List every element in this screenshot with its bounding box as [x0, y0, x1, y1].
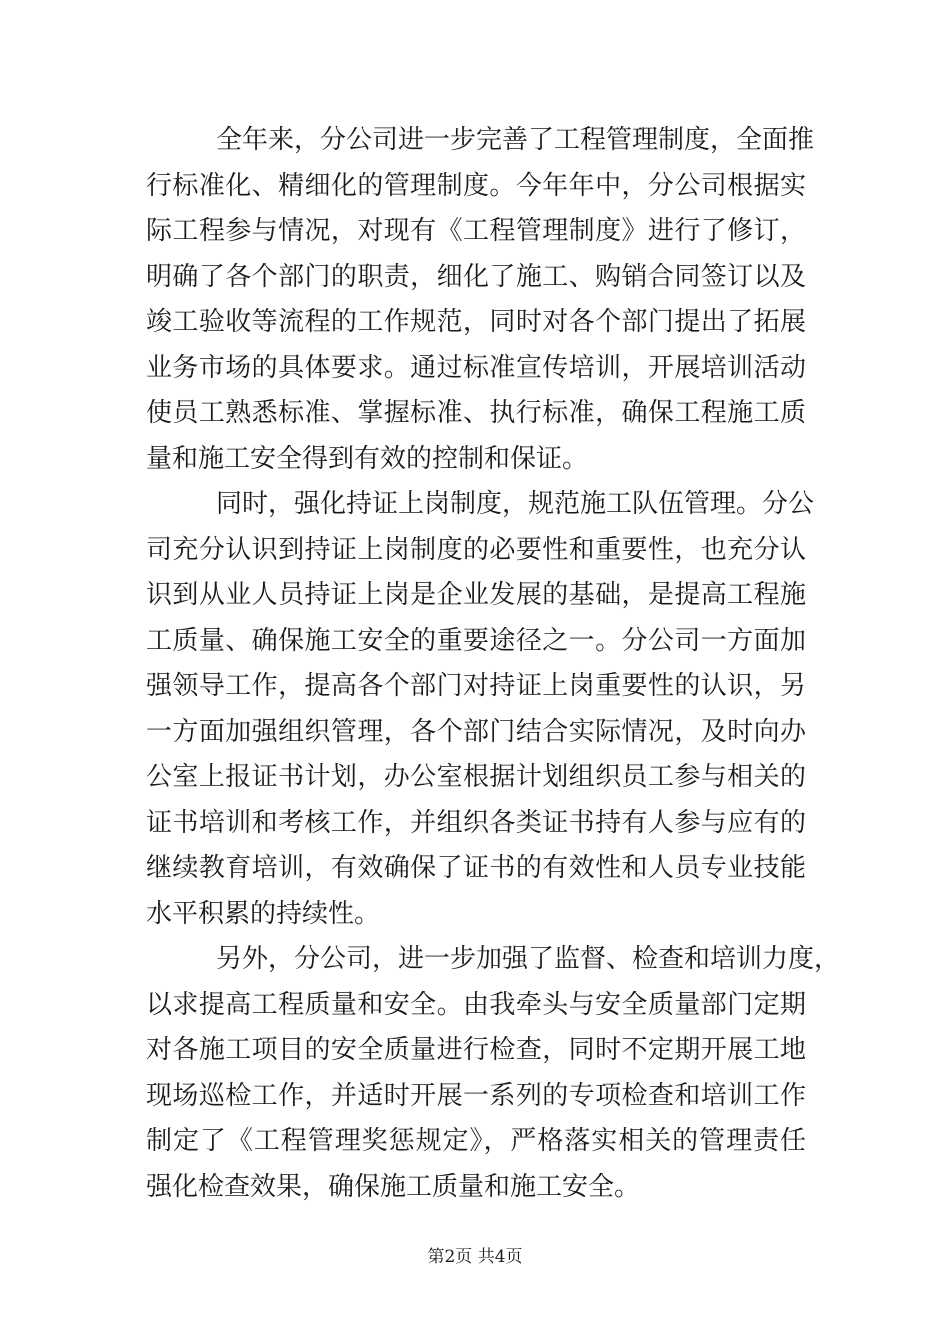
text-line: 证书培训和考核工作，并组织各类证书持有人参与应有的: [146, 807, 806, 838]
text-line: 司充分认识到持证上岗制度的必要性和重要性，也充分认: [146, 534, 806, 565]
text-line: 现场巡检工作，并适时开展一系列的专项检查和培训工作: [146, 1080, 806, 1111]
text-line: 对各施工项目的安全质量进行检查，同时不定期开展工地: [146, 1035, 806, 1065]
paragraph: [146, 118, 815, 482]
paragraph: [146, 482, 815, 937]
text-line: 另外，分公司，进一步加强了监督、检查和培训力度，: [216, 944, 841, 974]
text-line: 强化检查效果，确保施工质量和施工安全。: [146, 1171, 641, 1202]
text-line: 使员工熟悉标准、掌握标准、执行标准，确保工程施工质: [146, 398, 806, 428]
text-line: 业务市场的具体要求。通过标准宣传培训，开展培训活动: [146, 352, 806, 383]
text-line: 水平积累的持续性。: [146, 898, 381, 929]
text-line: 一方面加强组织管理，各个部门结合实际情况，及时向办: [146, 716, 806, 747]
text-line: 继续教育培训，有效确保了证书的有效性和人员专业技能: [146, 853, 806, 883]
text-line: 识到从业人员持证上岗是企业发展的基础，是提高工程施: [146, 580, 806, 610]
text-line: 以求提高工程质量和安全。由我牵头与安全质量部门定期: [146, 989, 806, 1020]
text-line: 际工程参与情况，对现有《工程管理制度》进行了修订，: [146, 216, 806, 246]
text-line: 工质量、确保施工安全的重要途径之一。分公司一方面加: [146, 625, 806, 656]
text-line: 行标准化、精细化的管理制度。今年年中，分公司根据实: [146, 170, 806, 201]
text-line: 全年来，分公司进一步完善了工程管理制度，全面推: [216, 125, 815, 155]
text-line: 竣工验收等流程的工作规范，同时对各个部门提出了拓展: [146, 307, 806, 337]
text-line: 强领导工作，提高各个部门对持证上岗重要性的认识，另: [146, 671, 806, 701]
text-line: 明确了各个部门的职责，细化了施工、购销合同签订以及: [146, 261, 806, 292]
text-line: 量和施工安全得到有效的控制和保证。: [146, 443, 589, 474]
text-line: 公室上报证书计划，办公室根据计划组织员工参与相关的: [146, 762, 806, 792]
document-body: [146, 118, 841, 1210]
text-line: 同时，强化持证上岗制度，规范施工队伍管理。分公: [216, 489, 815, 519]
text-line: 制定了《工程管理奖惩规定》，严格落实相关的管理责任: [146, 1126, 806, 1156]
paragraph: [146, 937, 841, 1210]
page-footer: 第2页 共4页: [427, 1247, 523, 1267]
